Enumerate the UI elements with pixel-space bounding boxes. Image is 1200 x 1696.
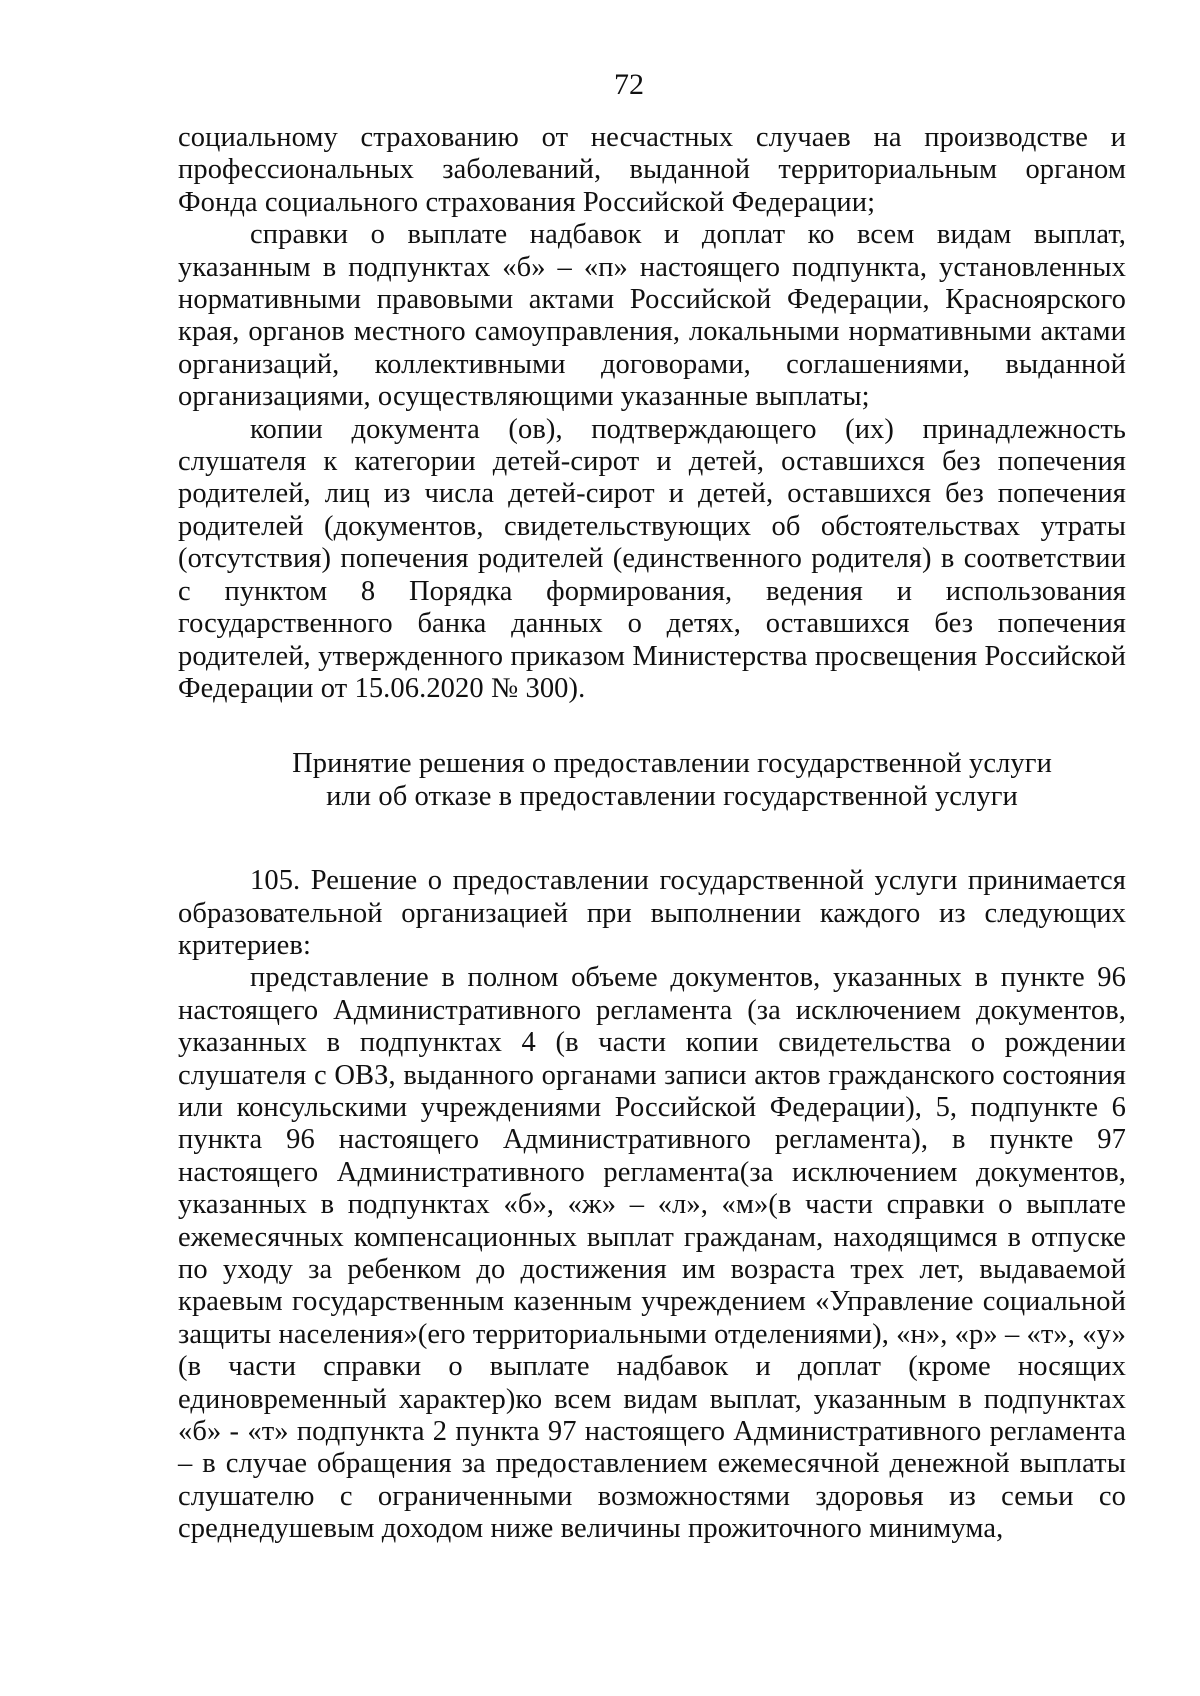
section-heading-line-1: Принятие решения о предоставлении государственной услуги	[292, 748, 1052, 780]
paragraph-criteria-documents: представление в полном объеме документов, указанных в пункте 96 настоящего Административного регламента (за исключением документов, указанных в подпунктах 4 (в части копии свидетельства о рождении слушателя с ОВЗ, выданного органами записи актов гражданского состояния или консульскими учреждениями Российской Федерации), 5, подпункте 6 пункта 96 настоящего Административного регламента), в пункте 97 настоящего Административного регламента(за исключением документов, указанных в подпунктах «б», «ж» – «л», «м»(в части справки о выплате ежемесячных компенсационных выплат гражданам, находящимся в отпуске по уходу за ребенком до достижения им возраста трех лет, выдаваемой краевым государственным казенным учреждением «Управление социальной защиты населения»(его территориальными отделениями), «н», «р» – «т», «у» (в части справки о выплате надбавок и доплат (кроме носящих единовременный характер)ко всем видам выплат, указанным в подпунктах «б» - «т» подпункта 2 пункта 97 настоящего Административного регламента – в случае обращения за предоставлением ежемесячной денежной выплаты слушателю с ограниченными возможностями здоровья из семьи со среднедушевым доходом ниже величины прожиточного минимума,	[178, 962, 1126, 1545]
page-number: 72	[614, 68, 644, 101]
paragraph-allowances-certificate: справки о выплате надбавок и доплат ко всем видам выплат, указанным в подпунктах «б» – «п» настоящего подпункта, установленных нормативными правовыми актами Российской Федерации, Красноярского края, органов местного самоуправления, локальными нормативными актами организаций, коллективными договорами, соглашениями, выданной организациями, осуществляющими указанные выплаты;	[178, 219, 1126, 413]
paragraph-105: 105. Решение о предоставлении государственной услуги принимается образовательной организацией при выполнении каждого из следующих критериев:	[178, 865, 1126, 961]
section-heading	[178, 748, 1126, 813]
document-body	[178, 122, 1126, 1546]
paragraph-orphan-documents: копии документа (ов), подтверждающего (их) принадлежность слушателя к категории детей-сирот и детей, оставшихся без попечения родителей, лиц из числа детей-сирот и детей, оставшихся без попечения родителей (документов, свидетельствующих об обстоятельствах утраты (отсутствия) попечения родителей (единственного родителя) в соответствии с пунктом 8 Порядка формирования, ведения и использования государственного банка данных о детях, оставшихся без попечения родителей, утвержденного приказом Министерства просвещения Российской Федерации от 15.06.2020 № 300).	[178, 413, 1126, 704]
paragraph-continuation: социальному страхованию от несчастных случаев на производстве и профессиональных заболеваний, выданной территориальным органом Фонда социального страхования Российской Федерации;	[178, 122, 1126, 218]
section-heading-line-2: или об отказе в предоставлении государственной услуги	[326, 780, 1018, 812]
